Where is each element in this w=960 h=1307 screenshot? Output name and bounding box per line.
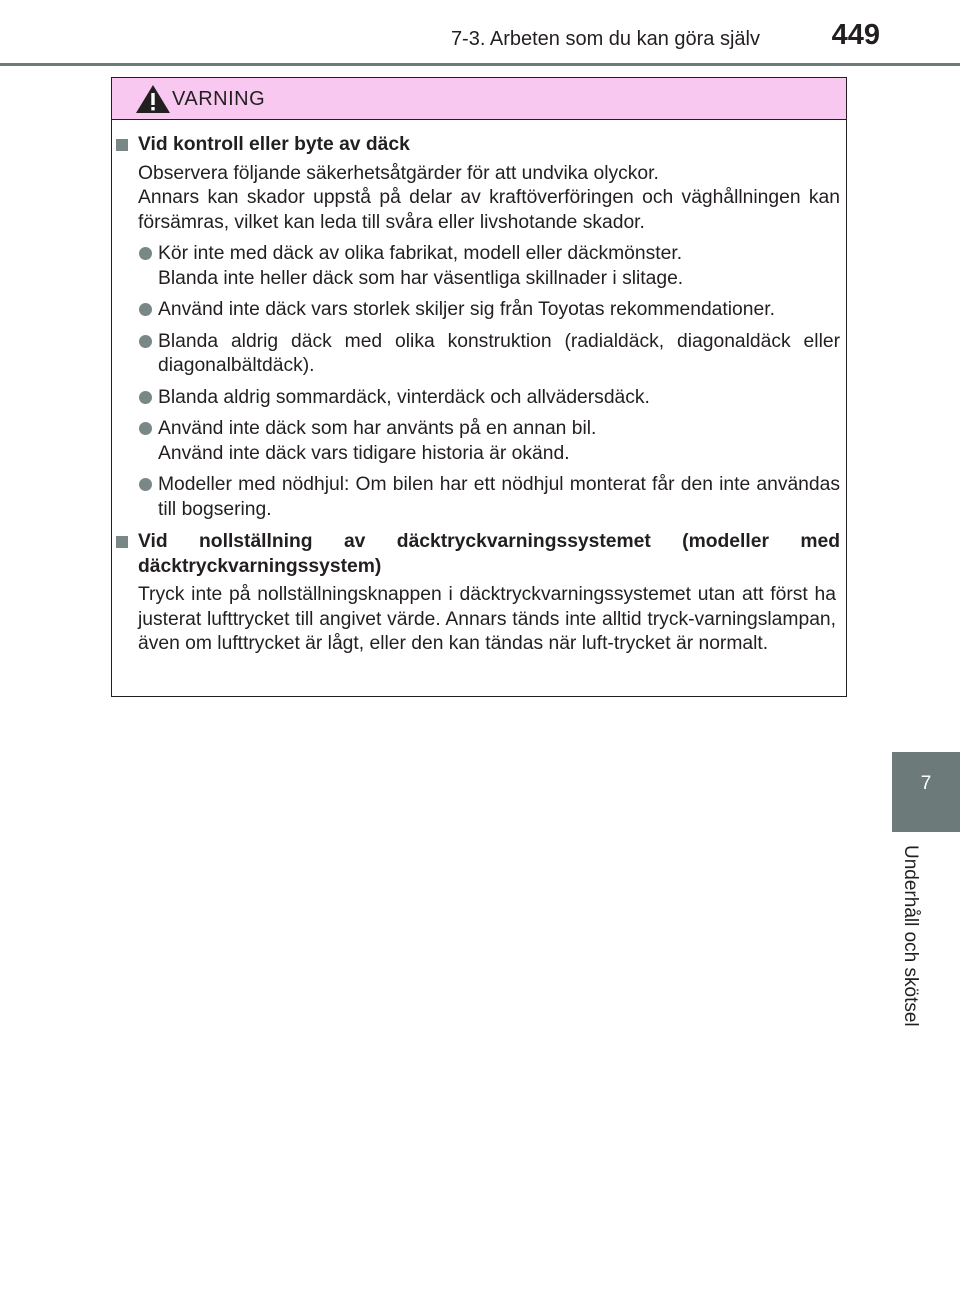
chapter-title: Underhåll och skötsel bbox=[900, 845, 921, 1027]
section-tire-check bbox=[112, 133, 846, 522]
list-item: Modeller med nödhjul: Om bilen har ett nödhjul monterat får den inte användas till bogsering. bbox=[138, 473, 840, 522]
page-number: 449 bbox=[831, 19, 880, 51]
warning-label: VARNING bbox=[172, 88, 266, 110]
section-heading: Vid nollställning av däcktryckvarningssystemet (modeller med däcktryckvarningssystem) bbox=[138, 530, 840, 579]
section-intro: Tryck inte på nollställningsknappen i däcktryckvarningssystemet utan att först ha justerat lufttrycket till angivet värde. Annars tänds inte alltid tryck-varningslampan, även om lufttrycket är lågt, eller den kan tändas när luft-trycket är normalt. bbox=[138, 584, 836, 654]
section-heading: Vid kontroll eller byte av däck bbox=[138, 133, 840, 158]
list-item: Kör inte med däck av olika fabrikat, modell eller däckmönster. Blanda inte heller däck som har väsentliga skillnader i slitage. bbox=[138, 242, 840, 291]
warning-header bbox=[112, 78, 846, 120]
header-rule bbox=[0, 63, 960, 66]
chapter-number: 7 bbox=[920, 773, 932, 794]
section-intro: Observera följande säkerhetsåtgärder för att undvika olyckor. Annars kan skador uppstå på delar av kraftöverföringen och väghållningen kan försämras, vilket kan leda till svåra eller livshotande skador. bbox=[138, 162, 840, 233]
list-item: Blanda aldrig däck med olika konstruktion (radialdäck, diagonaldäck eller diagonalbältdäck). bbox=[138, 330, 840, 379]
section-tpws-reset bbox=[112, 530, 846, 657]
circle-bullet-icon bbox=[139, 335, 152, 348]
circle-bullet-icon bbox=[139, 391, 152, 404]
list-item: Använd inte däck vars storlek skiljer sig från Toyotas rekommendationer. bbox=[138, 298, 840, 323]
circle-bullet-icon bbox=[139, 478, 152, 491]
header-section-title: 7-3. Arbeten som du kan göra själv bbox=[450, 28, 760, 50]
circle-bullet-icon bbox=[139, 247, 152, 260]
circle-bullet-icon bbox=[139, 303, 152, 316]
warning-body bbox=[112, 133, 846, 657]
warning-triangle-icon bbox=[134, 83, 172, 115]
warning-box bbox=[111, 77, 847, 697]
square-bullet-icon bbox=[116, 536, 128, 548]
list-item: Blanda aldrig sommardäck, vinterdäck och allvädersdäck. bbox=[138, 386, 840, 411]
circle-bullet-icon bbox=[139, 422, 152, 435]
list-item: Använd inte däck som har använts på en annan bil. Använd inte däck vars tidigare historia är okänd. bbox=[138, 417, 840, 466]
square-bullet-icon bbox=[116, 139, 128, 151]
